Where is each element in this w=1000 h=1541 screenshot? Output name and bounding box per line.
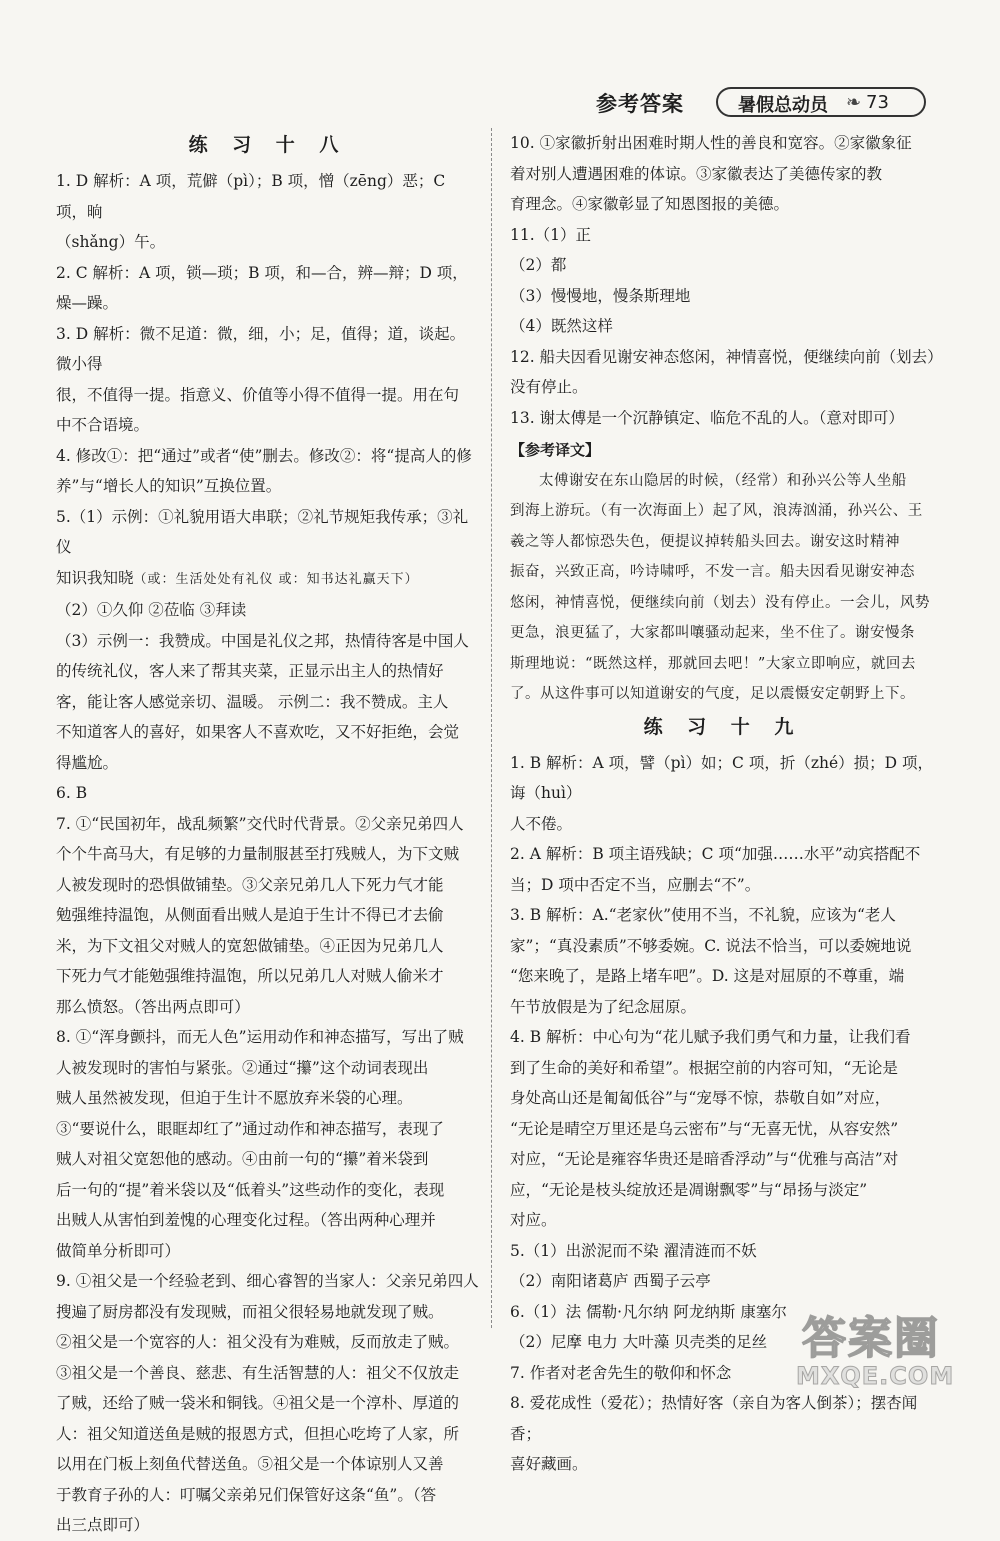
answer-line: 家”；“真没素质”不够委婉。C. 说法不恰当，可以委婉地说	[510, 936, 912, 955]
answer-line: 当；D 项中否定不当，应删去“不”。	[510, 875, 761, 894]
answer-line: ③“要说什么，眼眶却红了”通过动作和神态描写，表现了	[56, 1119, 444, 1138]
answer-line: 8. ①“浑身颤抖，而无人色”运用动作和神态描写，写出了贼	[56, 1028, 464, 1046]
answer-line: 4. B 解析：中心句为“花儿赋予我们勇气和力量，让我们看	[510, 1028, 911, 1046]
answer-line: 午节放假是为了纪念屈原。	[510, 997, 697, 1016]
answer-line: 那么愤怒。（答出两点即可）	[56, 997, 250, 1016]
answer-line: 2. A 解析：B 项主语残缺；C 项“加强……水平”动宾搭配不	[510, 845, 921, 863]
answer-item	[510, 900, 936, 1022]
section-title-exercise-19: 练 习 十 九	[643, 715, 803, 738]
answer-item	[56, 595, 480, 778]
answer-line: 很，不值得一提。指意义、价值等小得不值得一提。用在句	[56, 385, 460, 404]
answer-line: 9. ①祖父是一个经验老到、细心睿智的当家人：父亲兄弟四人	[56, 1272, 479, 1290]
answer-line: 后一句的“提”着米袋以及“低着头”这些动作的变化，表现	[56, 1180, 445, 1199]
answer-line: 身处高山还是匍匐低谷”与“宠辱不惊，恭敬自如”对应，	[510, 1089, 891, 1107]
watermark-url: MXQE.COM	[796, 1362, 955, 1390]
answer-line: 不知道客人的喜好，如果客人不喜欢吃，又不好拒绝，会觉	[56, 723, 460, 741]
translation-line: 更急，浪更猛了，大家都叫嚷骚动起来，坐不住了。谢安慢条	[510, 625, 915, 641]
site-watermark	[796, 1300, 976, 1392]
answer-line: 贼人虽然被发现，但迫于生计不愿放弃米袋的心理。	[56, 1089, 413, 1107]
answer-item	[56, 1022, 480, 1266]
answer-item	[56, 319, 480, 441]
answer-line: 6.（1）法 儒勒·凡尔纳 阿龙纳斯 康塞尔	[510, 1302, 787, 1321]
answer-line: （2）都	[510, 256, 567, 274]
answer-item	[510, 220, 936, 342]
answer-line: 对应。	[510, 1211, 557, 1229]
answer-line: （4）既然这样	[510, 317, 613, 335]
answer-line: 人被发现时的害怕与紧张。②通过“攥”这个动词表现出	[56, 1058, 429, 1077]
answer-line: 3. D 解析：微不足道：微，细，小；足，值得；道，谈起。微小得	[56, 324, 466, 373]
translation-heading: 【参考译文】	[510, 441, 601, 459]
answer-line: 3. B 解析：A.“老家伙”使用不当，不礼貌，应该为“老人	[510, 906, 896, 924]
answer-item	[56, 778, 480, 809]
answer-line: 以用在门板上刻鱼代替送鱼。⑤祖父是一个体谅别人又善	[56, 1455, 444, 1473]
answer-line: 13. 谢太傅是一个沉静镇定、临危不乱的人。（意对即可）	[510, 408, 904, 427]
answer-line: 喜好藏画。	[510, 1455, 588, 1473]
answer-item	[510, 128, 936, 220]
translation-line: 振奋，兴致正高，吟诗啸呼，不发一言。船夫因看见谢安神态	[510, 564, 915, 580]
translation-line: 悠闲，神情喜悦，便继续向前（划去）没有停止。一会儿，风势	[510, 594, 930, 611]
translation-line: 了。从这件事可以知道谢安的气度，足以震慑安定朝野上下。	[510, 686, 915, 702]
answer-line: （3）示例一：我赞成。中国是礼仪之邦，热情待客是中国人	[56, 631, 469, 650]
right-column	[510, 128, 943, 1480]
leaf-icon: ❧	[846, 92, 862, 113]
column-divider	[491, 128, 492, 1328]
answer-line: 对应，“无论是雍容华贵还是暗香浮动”与“优雅与高洁”对	[510, 1150, 899, 1168]
answer-item	[510, 839, 936, 900]
answer-note: （或：生活处处有礼仪 或：知书达礼赢天下）	[133, 571, 419, 587]
page-header	[0, 0, 1000, 128]
answer-line: （shǎng）午。	[56, 233, 166, 251]
answer-item	[510, 748, 936, 840]
section-title-exercise-18: 练 习 十 八	[188, 134, 348, 156]
translation-line: 斯理地说：“既然这样，那就回去吧！”大家立即响应，就回去	[510, 655, 916, 672]
left-column	[56, 128, 480, 1541]
answer-item	[510, 1388, 936, 1480]
answer-line: 出三点即可）	[56, 1516, 150, 1534]
watermark-logo-text: 答案圈	[802, 1313, 940, 1364]
answer-line: 做简单分析即可）	[56, 1241, 181, 1260]
answer-line: 养”与“增长人的知识”互换位置。	[56, 477, 282, 495]
answer-line: 8. 爱花成性（爱花）；热情好客（亲自为客人倒茶）；摆杏闻香；	[510, 1394, 918, 1443]
answer-item	[510, 342, 943, 403]
answer-line: 7. 作者对老舍先生的敬仰和怀念	[510, 1363, 732, 1382]
answer-item	[56, 441, 480, 502]
answer-line: 1. D 解析：A 项，荒僻（pì）；B 项，憎（zēng）恶；C 项，晌	[56, 172, 446, 221]
answer-line: 人：祖父知道送鱼是贼的报恩方式，但担心吃垮了人家，所	[56, 1424, 460, 1443]
answer-item	[510, 403, 936, 434]
answer-line: 个个牛高马大，有足够的力量制服甚至打残贼人，为下文贼	[56, 845, 460, 863]
answer-line: 12. 船夫因看见谢安神态悠闲，神情喜悦，便继续向前（划去）	[510, 347, 943, 366]
answer-line: 贼人对祖父宽恕他的感动。④由前一句的“攥”着米袋到	[56, 1150, 429, 1168]
answer-item	[510, 1236, 936, 1297]
answer-line: 出贼人从害怕到羞愧的心理变化过程。（答出两种心理并	[56, 1211, 436, 1229]
answer-line: （2）①久仰 ②莅临 ③拜读	[56, 601, 247, 619]
answer-line: 中不合语境。	[56, 416, 150, 434]
answer-line: 客，能让客人感觉亲切、温暖。 示例二：我不赞成。主人	[56, 692, 449, 711]
answer-item	[56, 258, 480, 319]
answer-item	[56, 502, 480, 596]
answer-line: 5.（1）出淤泥而不染 濯清涟而不妖	[510, 1241, 757, 1260]
answer-item	[56, 809, 480, 1023]
reference-answer-label: 参考答案	[596, 92, 684, 116]
book-title: 暑假总动员	[738, 95, 828, 116]
answer-line: ③祖父是一个善良、慈悲、有生活智慧的人：祖父不仅放走	[56, 1363, 460, 1382]
answer-line: 6. B	[56, 784, 88, 802]
answer-line: 勉强维持温饱，从侧面看出贼人是迫于生计不得已才去偷	[56, 906, 444, 924]
answer-line: 2. C 解析：A 项，锁—琐；B 项，和—合，辨—辩；D 项，燥—躁。	[56, 263, 468, 312]
answer-line: 的传统礼仪，客人来了帮其夹菜，正显示出主人的热情好	[56, 662, 444, 680]
answer-line: （2）南阳诸葛庐 西蜀子云亭	[510, 1272, 711, 1290]
answer-line: （3）慢慢地，慢条斯理地	[510, 286, 691, 305]
answer-line: （2）尼摩 电力 大叶藻 贝壳类的足丝	[510, 1333, 768, 1351]
answer-item	[56, 166, 480, 258]
translation-line: 到海上游玩。（有一次海面上）起了风，浪涛汹涌，孙兴公、王	[510, 503, 923, 519]
answer-item	[56, 1266, 480, 1541]
answer-line: 于教育子孙的人：叮嘱父亲弟兄们保管好这条“鱼”。（答	[56, 1485, 437, 1504]
book-title-badge	[716, 87, 926, 117]
answer-line: 着对别人遭遇困难的体谅。③家徽表达了美德传家的教	[510, 164, 883, 183]
answer-line: 到了生命的美好和希望”。根据空前的内容可知，“无论是	[510, 1058, 898, 1077]
answer-line: 搜遍了厨房都没有发现贼，而祖父很轻易地就发现了贼。	[56, 1302, 444, 1321]
answer-line: 11.（1）正	[510, 225, 592, 244]
answer-line: 没有停止。	[510, 378, 588, 396]
left-answer-list	[56, 166, 480, 1541]
answer-line: 人被发现时的恐惧做铺垫。③父亲兄弟几人下死力气才能	[56, 875, 444, 894]
answer-line: 7. ①“民国初年，战乱频繁”交代时代背景。②父亲兄弟四人	[56, 814, 464, 833]
answer-item	[510, 1022, 936, 1236]
answer-line: 1. B 解析：A 项，譬（pì）如；C 项，折（zhé）损；D 项，诲（huì）	[510, 753, 933, 802]
answer-line: 育理念。④家徽彰显了知恩图报的美德。	[510, 195, 790, 213]
answer-line: 米，为下文祖父对贼人的宽恕做铺垫。④正因为兄弟几人	[56, 936, 444, 955]
answer-line: 应，“无论是枝头绽放还是凋谢飘零”与“昂扬与淡定”	[510, 1180, 868, 1199]
translation-line: 太傅谢安在东山隐居的时候，（经常）和孙兴公等人坐船	[539, 472, 907, 489]
answer-line: 4. 修改①：把“通过”或者“使”删去。修改②：将“提高人的修	[56, 446, 472, 465]
answer-line: “您来晚了，是路上堵车吧”。D. 这是对屈原的不尊重，端	[510, 967, 905, 985]
answer-line: 5.（1）示例：①礼貌用语大串联；②礼节规矩我传承；③礼仪	[56, 507, 469, 556]
page-number: 73	[866, 92, 889, 113]
answer-line: 知识我知晓（或：生活处处有礼仪 或：知书达礼赢天下）	[56, 568, 419, 587]
answer-line: ②祖父是一个宽容的人：祖父没有为难贼，反而放走了贼。	[56, 1333, 460, 1351]
answer-line: 10. ①家徽折射出困难时期人性的善良和宽容。②家徽象征	[510, 134, 912, 152]
reference-translation	[510, 466, 936, 710]
answer-line: 下死力气才能勉强维持温饱，所以兄弟几人对贼人偷米才	[56, 967, 444, 985]
answer-line: 人不倦。	[510, 814, 573, 833]
answer-line: 了贼，还给了贼一袋米和铜钱。④祖父是一个淳朴、厚道的	[56, 1394, 460, 1412]
translation-line: 羲之等人都惊恐失色，便提议掉转船头回去。谢安这时精神	[510, 533, 900, 550]
answer-line: 得尴尬。	[56, 753, 119, 772]
right-answer-list-top	[510, 128, 943, 433]
answer-line: “无论是晴空万里还是乌云密布”与“无喜无忧，从容安然”	[510, 1119, 899, 1138]
